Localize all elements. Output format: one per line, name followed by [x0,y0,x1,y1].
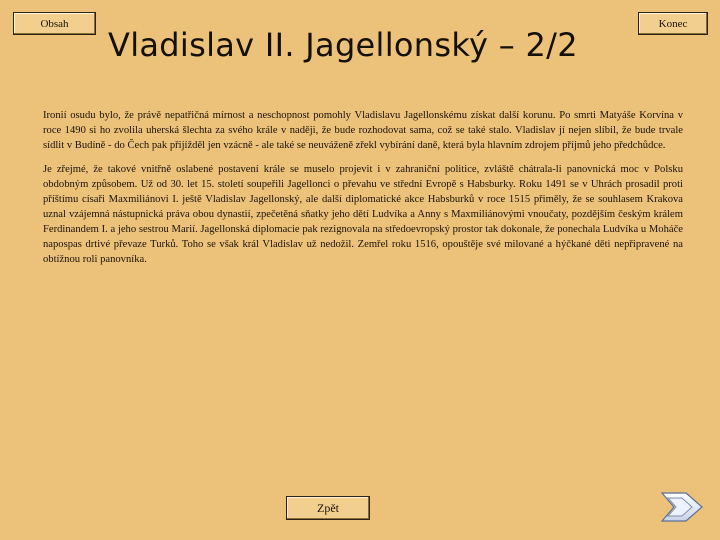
next-button[interactable] [660,490,706,524]
paragraph-2: Je zřejmé, že takové vnitřně oslabené postavení krále se muselo projevit i v zahraniční politice, zvláště chátrala-li panovnická moc v Polsku obdobným způsobem. Už od 30. let 15. století soupeřili Jagellonci o převahu ve střední Evropě s Habsburky. Roku 1491 se v Uhrách prosadil proti příštímu císaři Maxmiliánovi I. ještě Vladislav Jagellonský, ale další diplomatické akce Habsburků v roce 1515 přiměly, že se souhlasem Krakova uznal vzájemná nástupnická práva obou dynastií, zpečetěná sňatky jeho dětí Ludvíka a Anny s Maxmiliánovými vnoučaty, pozdějším českým králem Ferdinandem I. a jeho sestrou Marií. Jagellonská diplomacie pak rezignovala na středoevropský prostor tak dokonale, že ponechala Ludvíka u Moháče napospas drtivé převaze Turků. Toho se však král Vladislav už nedožil. Zemřel roku 1516, opouštěje své milované a hýčkané děti nepřipravené na obtížnou roli panovníka. [43,164,683,265]
page-title: Vladislav II. Jagellonský – 2/2 [108,26,578,64]
konec-button[interactable]: Konec [638,12,708,35]
content-body [43,108,683,276]
double-chevron-right-icon [660,490,706,524]
obsah-button[interactable]: Obsah [13,12,96,35]
zpet-button[interactable]: Zpět [286,496,370,520]
paragraph-1: Ironií osudu bylo, že právě nepatřičná mírnost a neschopnost pomohly Vladislavu Jagellonskému získat další korunu. Po smrti Matyáše Korvína v roce 1490 si ho zvolila uherská šlechta za svého krále v naději, že bude rozhodovat sama, což se také stalo. Vladislav jí nejen slíbil, že bude trvale sídlit v Budíně - do Čech pak přijížděl jen vzácně - ale také se neuváženě zřekl vybírání daně, která byla hlavním zdrojem příjmů jeho předchůdce. [43,110,683,151]
